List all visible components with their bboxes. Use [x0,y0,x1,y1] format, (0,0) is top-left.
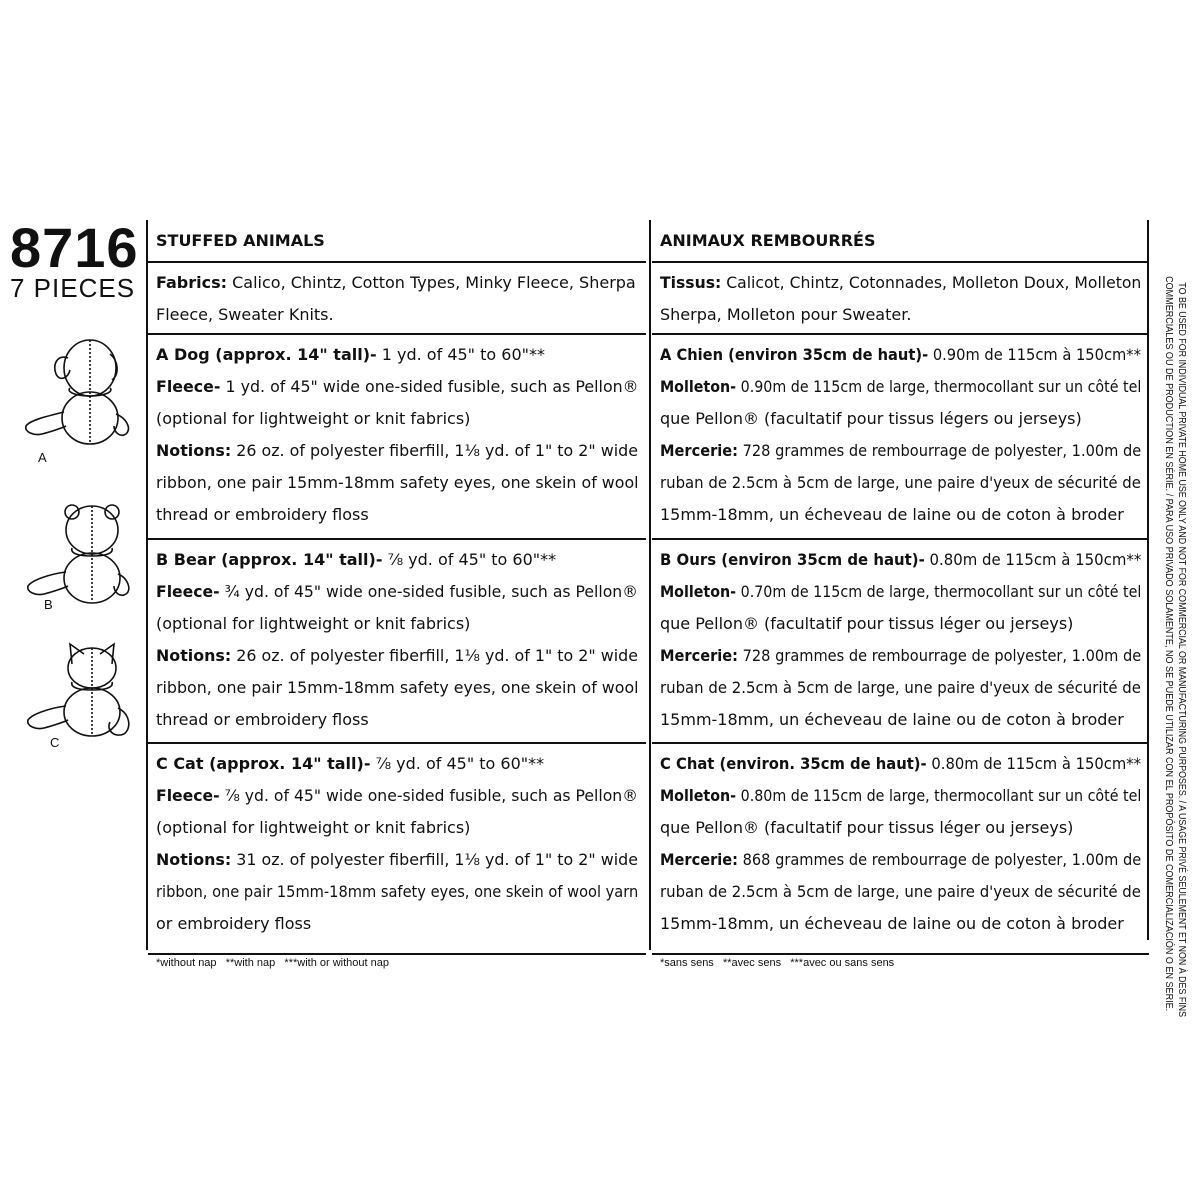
view-title: B Bear (approx. 14" tall)- [156,550,383,569]
notions-text-3: or embroidery floss [156,914,312,933]
notions-text: 728 grammes de rembourrage de polyester, 1.00m de [738,441,1142,460]
view-yardage: ⅞ yd. of 45" to 60"** [370,754,545,773]
dog-outline-icon [20,330,135,445]
notions-label: Mercerie: [660,441,739,460]
fleece-text: 0.80m de 115cm de large, thermocollant sur un côté tel [736,786,1142,805]
fabrics-label: Fabrics: [156,273,228,292]
fabrics-label: Tissus: [660,273,722,292]
fleece-label: Molleton- [660,582,737,601]
fabrics-text-2: Sherpa, Molleton pour Sweater. [660,305,912,324]
view-block-c [652,744,1149,955]
fleece-text: ¾ yd. of 45" wide one-sided fusible, such as Pellon® [219,582,638,601]
fleece-text: 0.90m de 115cm de large, thermocollant sur un côté tel [736,377,1142,396]
view-block-b [652,540,1149,744]
notions-text: 728 grammes de rembourrage de polyester, 1.00m de [738,646,1142,665]
fabrics-block [652,263,1149,335]
notions-text-2: ribbon, one pair 15mm-18mm safety eyes, one skein of wool [156,678,639,697]
notions-text-2: ruban de 2.5cm à 5cm de large, une paire d'yeux de sécurité de [660,882,1141,901]
french-column [652,225,1149,971]
view-title: C Chat (environ. 35cm de haut)- [660,754,927,773]
view-block-c [148,744,646,955]
view-title: A Chien (environ 35cm de haut)- [660,345,929,364]
notions-label: Notions: [156,646,232,665]
notions-text-3: thread or embroidery floss [156,505,369,524]
figure-label-a: A [38,450,47,465]
fleece-label: Fleece- [156,786,220,805]
section-title: STUFFED ANIMALS [148,225,646,263]
footnote: *without nap **with nap ***with or without nap [156,957,389,969]
notions-label: Mercerie: [660,850,739,869]
notions-text: 26 oz. of polyester fiberfill, 1⅛ yd. of 1" to 2" wide [231,441,638,460]
usage-disclaimer-text [1152,225,1188,1018]
fleece-text: 0.70m de 115cm de large, thermocollant sur un côté tel [736,582,1142,601]
notions-text: 31 oz. of polyester fiberfill, 1⅛ yd. of 1" to 2" wide [231,850,638,869]
notions-text: 26 oz. of polyester fiberfill, 1⅛ yd. of 1" to 2" wide [231,646,638,665]
fleece-text-2: que Pellon® (facultatif pour tissus léger ou jerseys) [660,614,1074,633]
fleece-text-2: (optional for lightweight or knit fabrics) [156,614,471,633]
notions-text: 868 grammes de rembourrage de polyester, 1.00m de [738,850,1142,869]
fleece-text: 1 yd. of 45" wide one-sided fusible, such as Pellon® [220,377,639,396]
pattern-number: 8716 [10,216,139,279]
view-yardage: 1 yd. of 45" to 60"** [376,345,545,364]
pattern-pieces: 7 PIECES [10,273,136,303]
notions-text-2: ruban de 2.5cm à 5cm de large, une paire d'yeux de sécurité de [660,678,1141,697]
cat-outline-icon [20,640,135,740]
column-divider-middle [649,220,651,950]
english-column [148,225,646,971]
fleece-text-2: que Pellon® (facultatif pour tissus légers ou jerseys) [660,409,1082,428]
figure-label-b: B [44,597,53,612]
view-block-a [652,335,1149,540]
notions-text-3: 15mm-18mm, un écheveau de laine ou de coton à broder [660,914,1124,933]
fleece-text-2: (optional for lightweight or knit fabrics) [156,818,471,837]
notions-text-2: ribbon, one pair 15mm-18mm safety eyes, one skein of wool yarn [156,882,639,901]
disclaimer-line-1: TO BE USED FOR INDIVIDUAL PRIVATE HOME USE ONLY AND NOT FOR COMMERCIAL OR MANUFACTURING PURPOSES. / A USAGE PRIVÉ SEULEMENT ET NON À DES FINS [1176,282,1188,1018]
notions-text-2: ruban de 2.5cm à 5cm de large, une paire d'yeux de sécurité de [660,473,1141,492]
fabrics-text: Calicot, Chintz, Cotonnades, Molleton Doux, Molleton [721,273,1142,292]
view-yardage: 0.80m de 115cm à 150cm** [924,550,1142,569]
notions-text-3: thread or embroidery floss [156,710,369,729]
footnote: *sans sens **avec sens ***avec ou sans sens [660,957,895,969]
fabrics-block [148,263,646,335]
fabrics-text-2: Fleece, Sweater Knits. [156,305,334,324]
fleece-label: Fleece- [156,377,221,396]
figure-label-c: C [50,735,60,750]
fleece-text: ⅞ yd. of 45" wide one-sided fusible, such as Pellon® [219,786,638,805]
bear-outline-icon [20,500,135,605]
notions-label: Notions: [156,441,232,460]
view-yardage: 0.90m de 115cm à 150cm** [928,345,1141,364]
view-block-b [148,540,646,744]
fleece-label: Molleton- [660,377,737,396]
notions-text-2: ribbon, one pair 15mm-18mm safety eyes, one skein of wool [156,473,639,492]
fleece-label: Fleece- [156,582,220,601]
notions-text-3: 15mm-18mm, un écheveau de laine ou de coton à broder [660,710,1124,729]
view-block-a [148,335,646,540]
notions-text-3: 15mm-18mm, un écheveau de laine ou de coton à broder [660,505,1124,524]
notions-label: Mercerie: [660,646,739,665]
fleece-text-2: que Pellon® (facultatif pour tissus léger ou jerseys) [660,818,1074,837]
section-title: ANIMAUX REMBOURRÉS [652,225,1149,263]
view-yardage: ⅞ yd. of 45" to 60"** [382,550,557,569]
view-title: B Ours (environ 35cm de haut)- [660,550,925,569]
view-title: C Cat (approx. 14" tall)- [156,754,371,773]
view-yardage: 0.80m de 115cm à 150cm** [926,754,1142,773]
notions-label: Notions: [156,850,232,869]
usage-disclaimer [1152,225,1188,1018]
fleece-text-2: (optional for lightweight or knit fabrics) [156,409,471,428]
disclaimer-line-2: COMMERCIALES OU DE PRODUCTION EN SÉRIE. / PARA USO PRIVADO SOLAMENTE, NO SE PUEDE UTILIZAR CON EL PROPÓSITO DE COMERCIALIZACIÓN O EN SERIE. [1163,276,1175,1012]
view-title: A Dog (approx. 14" tall)- [156,345,377,364]
fleece-label: Molleton- [660,786,737,805]
fabrics-text: Calico, Chintz, Cotton Types, Minky Fleece, Sherpa [227,273,636,292]
